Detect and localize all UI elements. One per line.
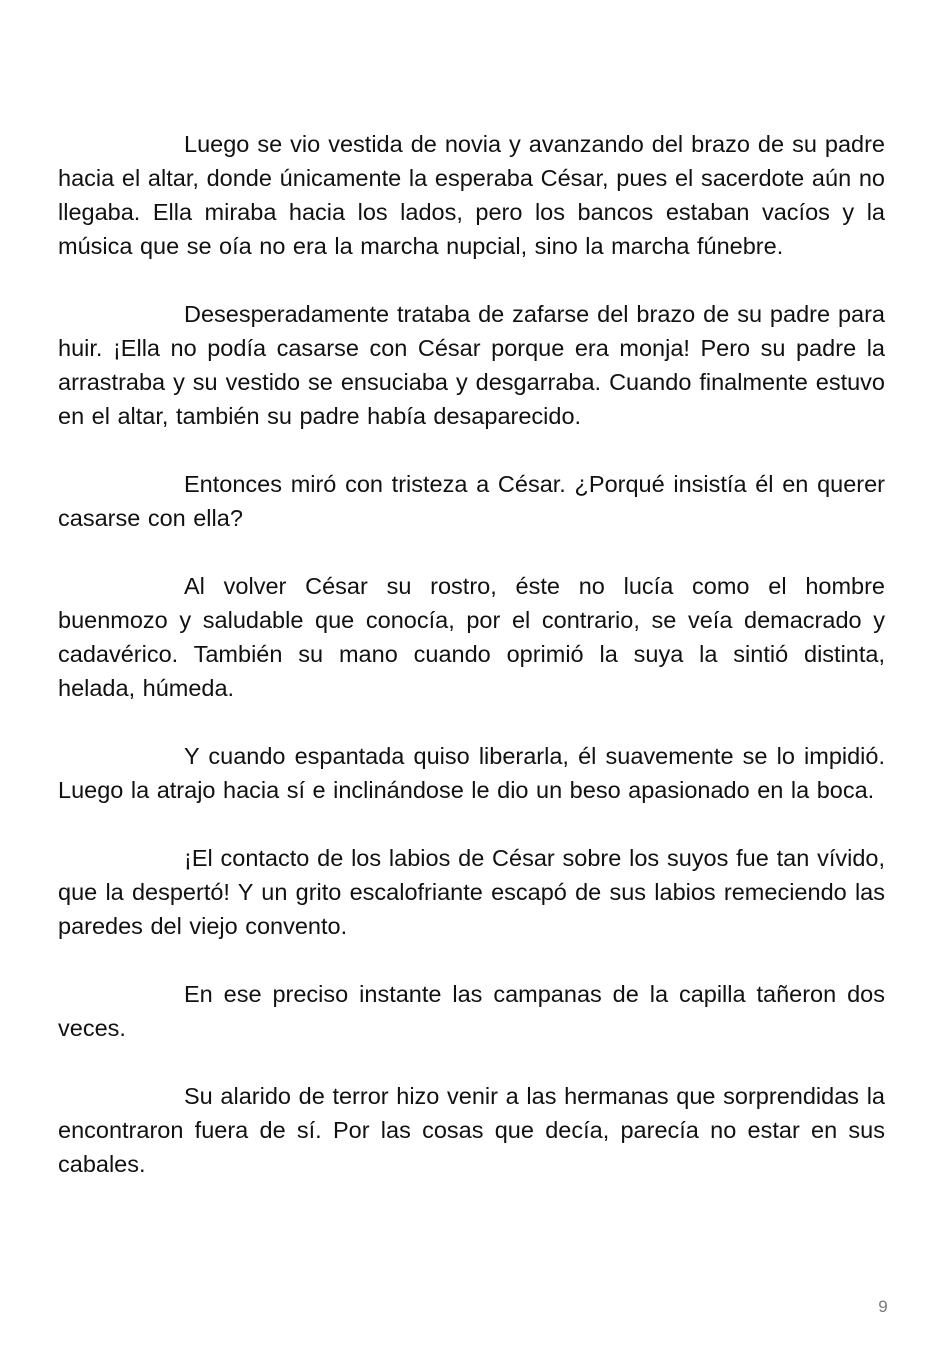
page-number: 9 bbox=[878, 1297, 888, 1316]
paragraph-7: En ese preciso instante las campanas de la capilla tañeron dos veces. bbox=[58, 981, 885, 1041]
paragraph-6: ¡El contacto de los labios de César sobre los suyos fue tan vívido, que la despertó! Y un grito escalofriante escapó de sus labios remeciendo las paredes del viejo convento. bbox=[58, 845, 885, 939]
paragraph-1: Luego se vio vestida de novia y avanzando del brazo de su padre hacia el altar, donde únicamente la esperaba César, pues el sacerdote aún no llegaba. Ella miraba hacia los lados, pero los bancos estaban vacíos y la música que se oía no era la marcha nupcial, sino la marcha fúnebre. bbox=[58, 131, 885, 259]
paragraph-4: Al volver César su rostro, éste no lucía como el hombre buenmozo y saludable que conocía, por el contrario, se veía demacrado y cadavérico. También su mano cuando oprimió la suya la sintió distinta, helada, húmeda. bbox=[58, 573, 885, 701]
document-body bbox=[58, 127, 885, 1215]
paragraph-2: Desesperadamente trataba de zafarse del brazo de su padre para huir. ¡Ella no podía casarse con César porque era monja! Pero su padre la arrastraba y su vestido se ensuciaba y desgarraba. Cuando finalmente estuvo en el altar, también su padre había desaparecido. bbox=[58, 301, 885, 429]
paragraph-8: Su alarido de terror hizo venir a las hermanas que sorprendidas la encontraron fuera de sí. Por las cosas que decía, parecía no estar en sus cabales. bbox=[58, 1083, 885, 1177]
paragraph-3: Entonces miró con tristeza a César. ¿Porqué insistía él en querer casarse con ella? bbox=[58, 471, 885, 531]
paragraph-5: Y cuando espantada quiso liberarla, él suavemente se lo impidió. Luego la atrajo hacia sí e inclinándose le dio un beso apasionado en la boca. bbox=[58, 743, 885, 803]
